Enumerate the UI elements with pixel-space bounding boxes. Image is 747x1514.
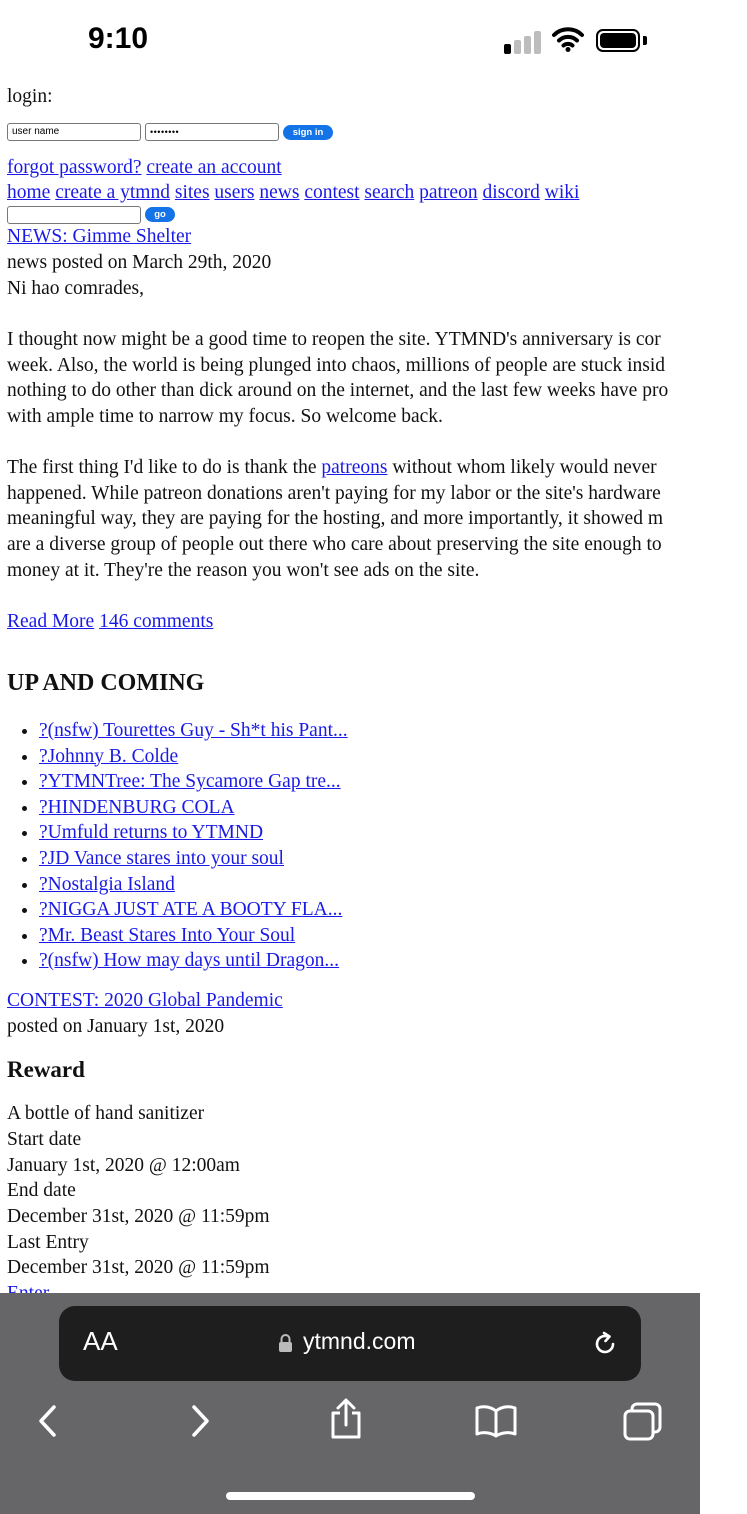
list-item [39,948,348,974]
list-item [39,897,348,923]
news-text: without whom likely would never [387,457,657,478]
back-icon[interactable] [34,1403,60,1439]
nav-home[interactable]: home [7,182,51,203]
news-paragraph-2-line [7,455,657,481]
patreons-link[interactable]: patreons [321,457,388,478]
end-date-value: December 31st, 2020 @ 11:59pm [7,1206,270,1227]
list-item [39,846,348,872]
go-button[interactable]: go [145,207,175,222]
end-date-label: End date [7,1180,76,1201]
nav-create-ytmnd[interactable]: create a ytmnd [55,182,170,203]
url-domain[interactable]: ytmnd.com [303,1328,416,1354]
read-more-link[interactable]: Read More [7,611,95,632]
tabs-icon[interactable] [622,1401,664,1441]
list-item [39,795,348,821]
news-greeting: Ni hao comrades, [7,278,144,299]
password-input[interactable]: •••••••• [145,123,279,141]
lock-icon [278,1333,293,1353]
reward-heading: Reward [7,1057,85,1082]
news-posted-date: news posted on March 29th, 2020 [7,252,272,273]
site-link[interactable]: ?Umfuld returns to YTMND [39,822,264,844]
nav-sites[interactable]: sites [174,182,210,203]
site-link[interactable]: ?NIGGA JUST ATE A BOOTY FLA... [39,899,343,921]
web-page[interactable] [0,82,700,1293]
forward-icon[interactable] [188,1403,214,1439]
nav-search[interactable]: search [364,182,415,203]
nav-contest[interactable]: contest [304,182,360,203]
username-input[interactable]: user name [7,123,141,141]
site-link[interactable]: ?JD Vance stares into your soul [39,847,284,869]
wifi-icon [552,26,584,52]
comments-link[interactable]: 146 comments [99,611,214,632]
contest-title-link[interactable]: CONTEST: 2020 Global Pandemic [7,990,283,1011]
forgot-password-link[interactable]: forgot password? [7,157,142,178]
address-bar[interactable] [59,1306,641,1381]
news-paragraph-1-line: I thought now might be a good time to reopen the site. YTMND's anniversary is cor [7,329,661,350]
news-title-link[interactable]: NEWS: Gimme Shelter [7,226,192,247]
list-item [39,923,348,949]
site-nav [7,180,579,206]
list-item [39,820,348,846]
list-item [39,872,348,898]
browser-toolbar [0,1293,700,1514]
sign-in-button[interactable]: sign in [283,125,333,140]
search-input[interactable] [7,206,141,224]
site-link[interactable]: ?(nsfw) Tourettes Guy - Sh*t his Pant... [39,720,348,741]
home-indicator [226,1492,475,1500]
site-link[interactable]: ?HINDENBURG COLA [39,796,235,818]
battery-tip [643,36,647,45]
nav-patreon[interactable]: patreon [419,182,478,203]
site-link[interactable]: ?Johnny B. Colde [39,745,179,767]
share-icon[interactable] [328,1397,364,1441]
reward-text: A bottle of hand sanitizer [7,1103,205,1124]
nav-wiki[interactable]: wiki [544,182,580,203]
list-item [39,769,348,795]
contest-posted-date: posted on January 1st, 2020 [7,1016,225,1037]
nav-users[interactable]: users [214,182,255,203]
bookmarks-icon[interactable] [474,1403,518,1439]
status-time: 9:10 [88,22,149,55]
cellular-signal-icon [504,30,544,54]
news-paragraph-2-line: are a diverse group of people out there who care about preserving the site enough to [7,534,662,555]
last-entry-label: Last Entry [7,1232,89,1253]
create-account-link[interactable]: create an account [146,157,282,178]
site-link[interactable]: ?Mr. Beast Stares Into Your Soul [39,924,296,946]
status-bar [0,0,700,80]
news-paragraph-2-line: money at it. They're the reason you won't see ads on the site. [7,560,480,581]
news-paragraph-2-line: happened. While patreon donations aren't paying for my labor or the site's hardware [7,483,661,504]
reader-settings-button[interactable]: AA [83,1326,118,1356]
battery-icon [596,29,640,52]
nav-news[interactable]: news [259,182,300,203]
list-item [39,744,348,770]
news-paragraph-2-line: meaningful way, they are paying for the hosting, and more importantly, it showed m [7,508,663,529]
up-and-coming-heading: UP AND COMING [7,670,205,696]
news-paragraph-1-line: with ample time to narrow my focus. So welcome back. [7,406,443,427]
news-text: The first thing I'd like to do is thank the [7,457,322,478]
news-paragraph-1-line: nothing to do other than dick around on the internet, and the last few weeks have pro [7,380,669,401]
start-date-value: January 1st, 2020 @ 12:00am [7,1155,240,1176]
login-label: login: [7,86,53,107]
start-date-label: Start date [7,1129,82,1150]
nav-discord[interactable]: discord [482,182,540,203]
last-entry-value: December 31st, 2020 @ 11:59pm [7,1257,270,1278]
site-link[interactable]: ?(nsfw) How may days until Dragon... [39,950,340,972]
reload-icon[interactable] [591,1330,619,1358]
site-link[interactable]: ?Nostalgia Island [39,873,175,895]
news-paragraph-1-line: week. Also, the world is being plunged into chaos, millions of people are stuck insid [7,355,666,376]
site-link[interactable]: ?YTMNTree: The Sycamore Gap tre... [39,771,341,793]
list-item [39,718,348,744]
